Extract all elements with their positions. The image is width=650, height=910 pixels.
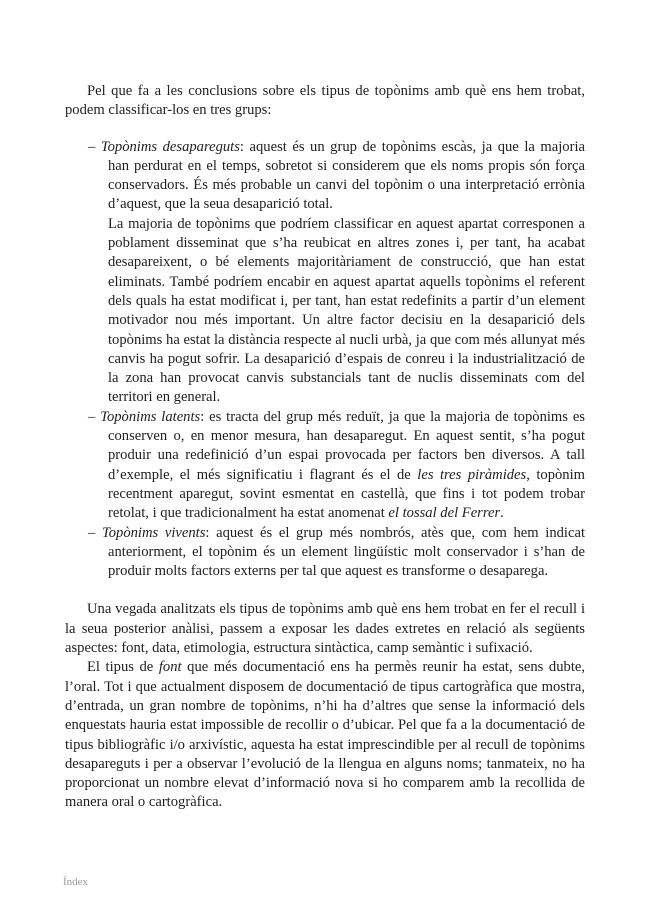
group-term: Topònims latents [100, 408, 201, 425]
list-dash: – [88, 408, 101, 425]
italic-toponym: les tres piràmides [417, 466, 527, 483]
group-description: : aquest és un grup de topònims escàs, ja que la majoria han perdurat en el temps, sobretot si considerem que els noms propis són força conservadors. És més probable un canvi del topònim o una interpretació errònia d’aquest, que la seua desaparició total. [108, 138, 585, 213]
list-item [65, 408, 585, 524]
italic-term: font [158, 659, 182, 676]
document-body [65, 82, 585, 813]
group-description: , topònim recentment aparegut, sovint esmentat en castellà, que fins i tot podem trobar retolat, i que tradicionalment ha estat anomenat [108, 466, 586, 522]
list-dash: – [88, 524, 102, 541]
list-item [65, 524, 585, 582]
body-paragraph: Una vegada analitzats els tipus de topònims amb què ens hem trobat en fer el recull i la seua posterior anàlisi, passem a exposar les dades extretes en relació als següents aspectes: font, data, etimologia, estructura sintàctica, camp semàntic i sufixació. [65, 601, 585, 657]
group-description: . [500, 505, 504, 522]
body-paragraph: El tipus de font que més documentació ens ha permès reunir ha estat, sens dubte, l’oral. Tot i que actualment disposem de documentació de tipus cartogràfica que mostra, d’entrada, un gran nombre de topònims, n’hi ha d’altres que sense la informació dels enquestats hauria estat impossible de recollir o d’ubicar. Pel que fa a la documentació de tipus bibliogràfic i/o arxivístic, aquesta ha estat imprescindible per al recull de topònims desapareguts i per a observar l’evolució de la llengua en alguns noms; tanmateix, no ha proporcionat un nombre elevat d’informació nova si ho comparem amb la recollida de manera oral o cartogràfica. [65, 659, 585, 811]
group-extra-paragraph: La majoria de topònims que podríem classificar en aquest apartat corresponen a poblament disseminat que s’ha reubicat en altres zones i, per tant, ha acabat desapareixent, o bé elements majoritàriament de construcció, que han estat eliminats. També podríem encabir en aquest apartat aquells topònims el referent dels quals ha estat modificat i, per tant, han estat redefinits a partir d’un element motivador nou més important. Un altre factor decisiu en la desaparició dels topònims ha estat la distància respecte al nucli urbà, ja que com més allunyat més canvis ha pogut sofrir. La desaparició d’espais de conreu i la industrialització de la zona han provocat canvis substancials tant de nuclis disseminats com del territori en general. [108, 215, 585, 406]
list-dash: – [88, 138, 101, 155]
group-term: Topònims desapareguts [100, 138, 240, 155]
intro-paragraph: Pel que fa a les conclusions sobre els tipus de topònims amb què ens hem trobat, podem classificar-los en tres grups: [65, 83, 585, 119]
toponym-groups-list [65, 138, 585, 582]
group-description: : es tracta del grup més reduït, ja que la majoria de topònims es conserven o, en menor mesura, han desaparegut. En aquest sentit, s’ha pogut produir una redefinició d’un espai provocada per factors ben diversos. A tall d’exemple, el més significatiu i flagrant és el de [108, 408, 585, 483]
index-link[interactable]: Índex [63, 876, 89, 888]
list-item [65, 138, 585, 408]
paragraph-gap [65, 581, 585, 600]
group-description: : aquest és el grup més nombrós, atès que, com hem indicat anteriorment, el topònim és un element lingüístic molt conservador i s’han de produir molts factors externs per tal que aquest es transforme o desaparega. [108, 524, 585, 580]
italic-toponym: el tossal del Ferrer [388, 505, 501, 522]
group-term: Topònims vivents [101, 524, 206, 541]
